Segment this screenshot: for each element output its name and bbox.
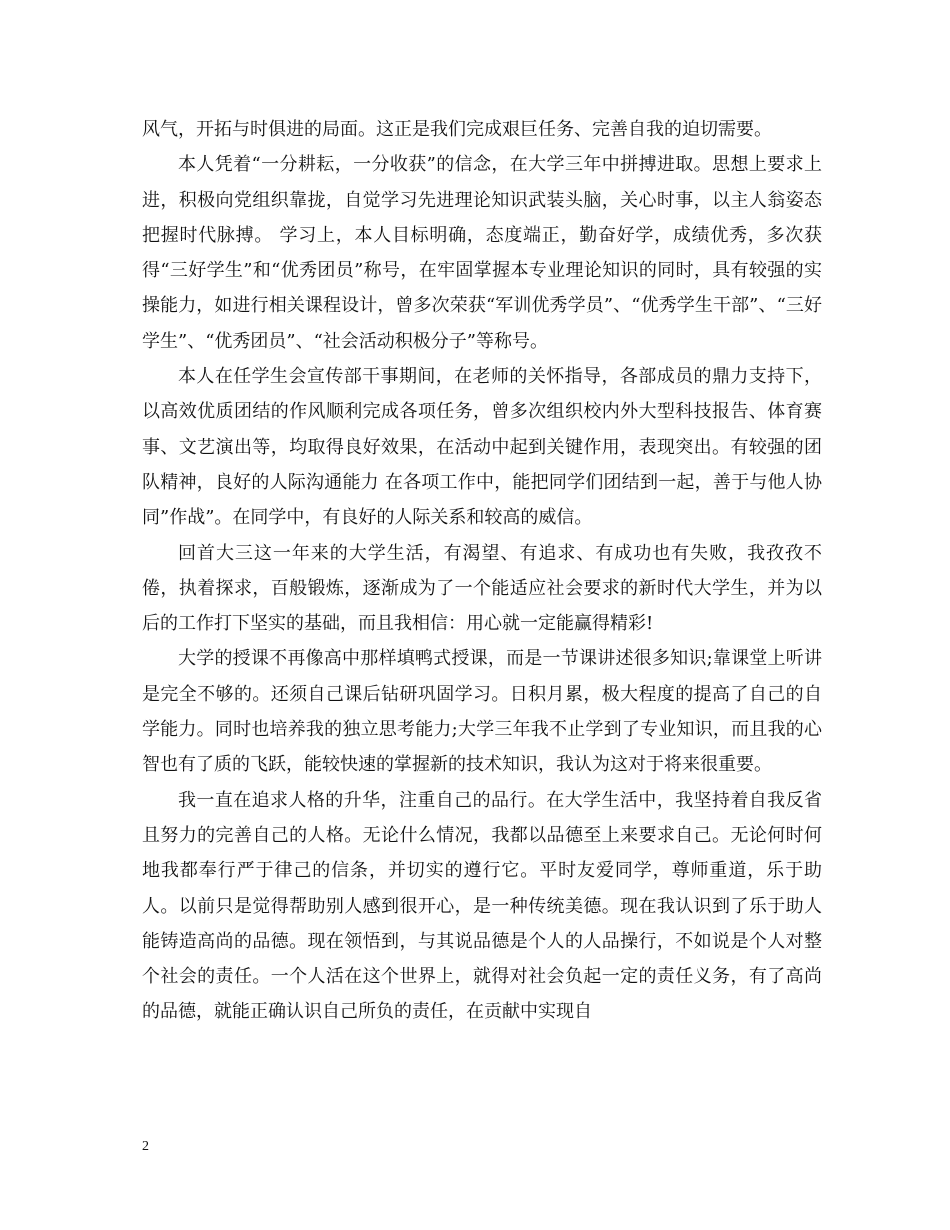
paragraph-beliefs-and-study: 本人凭着“一分耕耘，一分收获”的信念，在大学三年中拼搏进取。思想上要求上进，积极向党组织靠拢，自觉学习先进理论知识武装头脑，关心时事，以主人翁姿态把握时代脉搏。 学习上，本人目标明确，态度端正，勤奋好学，成绩优秀，多次获得“三好学生”和“优秀团员”称号，在牢固掌握本专业理论知识的同时，具有较强的实操能力，如进行相关课程设计，曾多次荣获“军训优秀学员”、“优秀学生干部”、“三好学生”、“优秀团员”、“社会活动积极分子”等称号。: [142, 154, 822, 352]
paragraph-student-union: 本人在任学生会宣传部干事期间，在老师的关怀指导，各部成员的鼎力支持下，以高效优质团结的作风顺利完成各项任务，曾多次组织校内外大型科技报告、体育赛事、文艺演出等，均取得良好效果，在活动中起到关键作用，表现突出。有较强的团队精神，良好的人际沟通能力 在各项工作中，能把同学们团结到一起，善于与他人协同”作战”。在同学中，有良好的人际关系和较高的威信。: [142, 366, 822, 529]
paragraph-reflection: 回首大三这一年来的大学生活，有渴望、有追求、有成功也有失败，我孜孜不倦，执着探求，百般锻炼，逐渐成为了一个能适应社会要求的新时代大学生，并为以后的工作打下坚实的基础，而且我相信：用心就一定能赢得精彩!: [142, 542, 822, 635]
paragraph-continuation: 风气，开拓与时俱进的局面。这正是我们完成艰巨任务、完善自我的迫切需要。: [142, 119, 772, 140]
document-body: [142, 112, 822, 1030]
paragraph-character: 我一直在追求人格的升华，注重自己的品行。在大学生活中，我坚持着自我反省且努力的完善自己的人格。无论什么情况，我都以品德至上来要求自己。无论何时何地我都奉行严于律己的信条，并切实的遵行它。平时友爱同学，尊师重道，乐于助人。以前只是觉得帮助别人感到很开心，是一种传统美德。现在我认识到了乐于助人能铸造高尚的品德。现在领悟到，与其说品德是个人的人品操行，不如说是个人对整个社会的责任。一个人活在这个世界上，就得对社会负起一定的责任义务，有了高尚的品德，就能正确认识自己所负的责任，在贡献中实现自: [142, 789, 822, 1023]
paragraph-self-study: 大学的授课不再像高中那样填鸭式授课，而是一节课讲述很多知识;靠课堂上听讲是完全不够的。还须自己课后钻研巩固学习。日积月累，极大程度的提高了自己的自学能力。同时也培养我的独立思考能力;大学三年我不止学到了专业知识，而且我的心智也有了质的飞跃，能较快速的掌握新的技术知识，我认为这对于将来很重要。: [142, 648, 822, 776]
page-number: 2: [142, 1139, 149, 1154]
